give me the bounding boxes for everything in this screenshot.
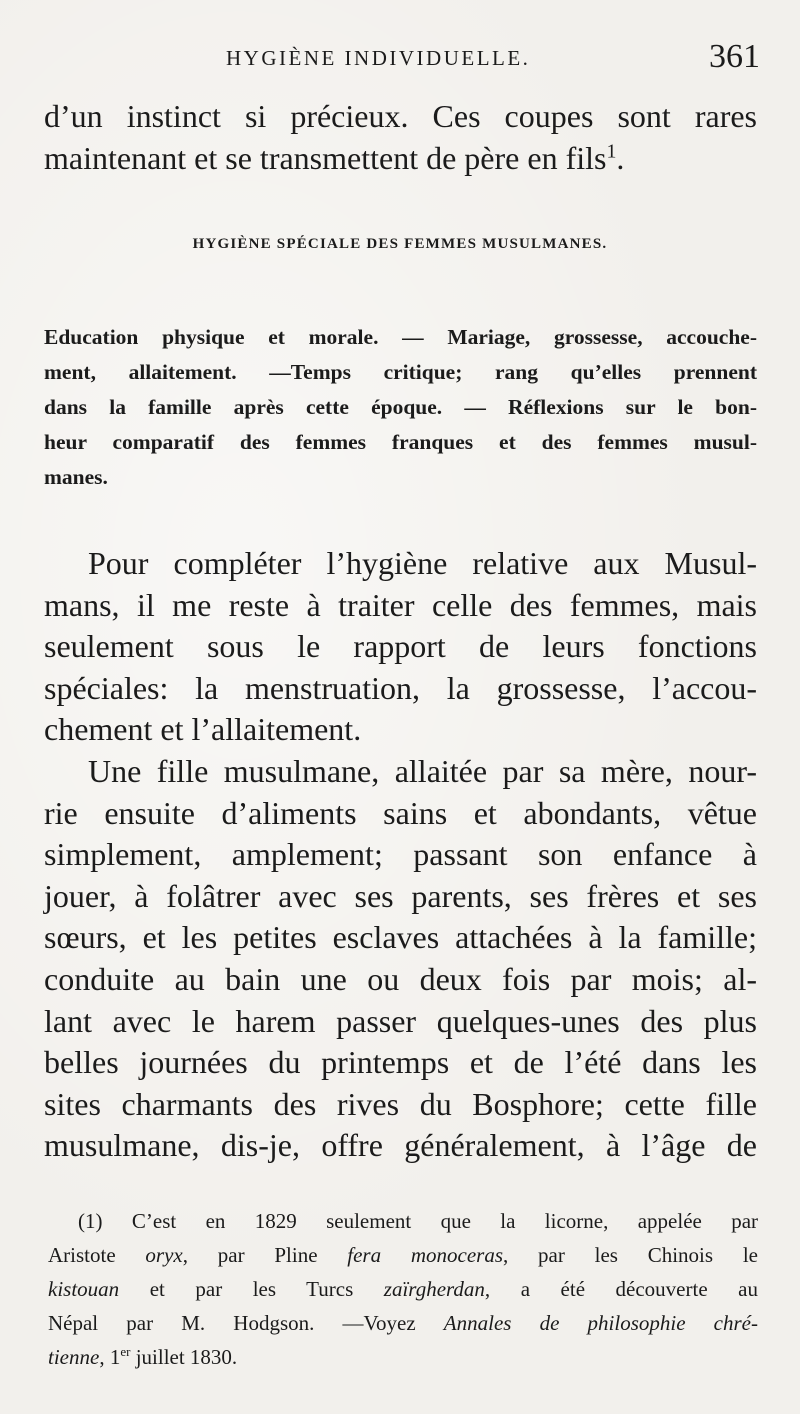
text-span: Aristote: [48, 1243, 146, 1267]
page-number: 361: [709, 38, 760, 75]
summary-line: dans la famille après cette époque. — Réflexions sur le bon-: [44, 395, 757, 419]
text-span-italic: oryx: [145, 1243, 183, 1267]
text-line: Pour compléter l’hygiène relative aux Musul-: [88, 545, 757, 581]
ordinal-superscript: er: [120, 1344, 131, 1359]
running-title: HYGIÈNE INDIVIDUELLE.: [226, 46, 531, 70]
page-header: [0, 38, 800, 88]
text-line: Une fille musulmane, allaitée par sa mère, nour-: [88, 753, 757, 789]
text-line: rie ensuite d’aliments sains et abondants, vêtue: [44, 794, 757, 831]
text-line: d’un instinct si précieux. Ces coupes sont rares: [44, 98, 757, 134]
intro-paragraph: [44, 96, 757, 179]
text-span-italic: zaïrgherdan: [383, 1277, 485, 1301]
text-span: , par les Chinois le: [503, 1243, 758, 1267]
footnote-mark[interactable]: 1: [606, 139, 617, 162]
text-span-italic: fera monoceras: [347, 1243, 504, 1267]
text-line: sœurs, et les petites esclaves attachées à la famille;: [44, 919, 757, 956]
summary-line: ment, allaitement. —Temps critique; rang qu’elles prennent: [44, 360, 757, 384]
text-line: chement et l’allaitement.: [44, 711, 362, 748]
summary-line: manes.: [44, 465, 108, 489]
body-paragraph-2: [44, 751, 757, 1167]
text-span-italic: kistouan: [48, 1277, 120, 1301]
summary-line: Education physique et morale. — Mariage, grossesse, accouche-: [44, 325, 757, 349]
chapter-summary: [44, 320, 757, 495]
text-span: Népal par M. Hodgson. —Voyez: [48, 1311, 444, 1335]
footnote-line: [48, 1204, 758, 1238]
text-line: spéciales: la menstruation, la grossesse, l’accou-: [44, 669, 757, 706]
footnote-line: [48, 1238, 758, 1272]
text-line: [44, 138, 757, 180]
text-span: .: [616, 139, 625, 176]
text-line: conduite au bain une ou deux fois par mois; al-: [44, 960, 757, 997]
summary-line: heur comparatif des femmes franques et des femmes musul-: [44, 430, 757, 454]
text-span: , par Pline: [182, 1243, 348, 1267]
text-line: sites charmants des rives du Bosphore; cette fille: [44, 1085, 757, 1122]
text-span: , a été découverte au: [484, 1277, 758, 1301]
text-line: lant avec le harem passer quelques-unes des plus: [44, 1002, 757, 1039]
text-span: C’est en 1829 seulement que la licorne, appelée par: [131, 1209, 759, 1233]
text-line: mans, il me reste à traiter celle des femmes, mais: [44, 586, 757, 623]
footnote-line: [48, 1306, 758, 1340]
text-line: musulmane, dis-je, offre généralement, à l’âge de: [44, 1127, 757, 1164]
footnote-line: [48, 1272, 758, 1306]
text-line: seulement sous le rapport de leurs fonctions: [44, 628, 757, 665]
text-span: et par les Turcs: [119, 1277, 384, 1301]
footnote-line: [48, 1340, 758, 1374]
text-span-italic: Annales de philosophie chré-: [443, 1311, 758, 1335]
footnote: [48, 1204, 758, 1374]
text-line: simplement, amplement; passant son enfance à: [44, 836, 757, 873]
footnote-number: (1): [78, 1209, 103, 1233]
section-heading: HYGIÈNE SPÉCIALE DES FEMMES MUSULMANES.: [192, 236, 608, 252]
text-line: jouer, à folâtrer avec ses parents, ses frères et ses: [44, 877, 757, 914]
text-span: juillet 1830.: [130, 1345, 238, 1369]
text-span-italic: tienne: [48, 1345, 100, 1369]
text-line: belles journées du printemps et de l’été dans les: [44, 1044, 757, 1081]
body-paragraph-1: [44, 543, 757, 751]
text-span: maintenant et se transmettent de père en fils: [44, 139, 607, 176]
text-span: , 1: [99, 1345, 121, 1369]
